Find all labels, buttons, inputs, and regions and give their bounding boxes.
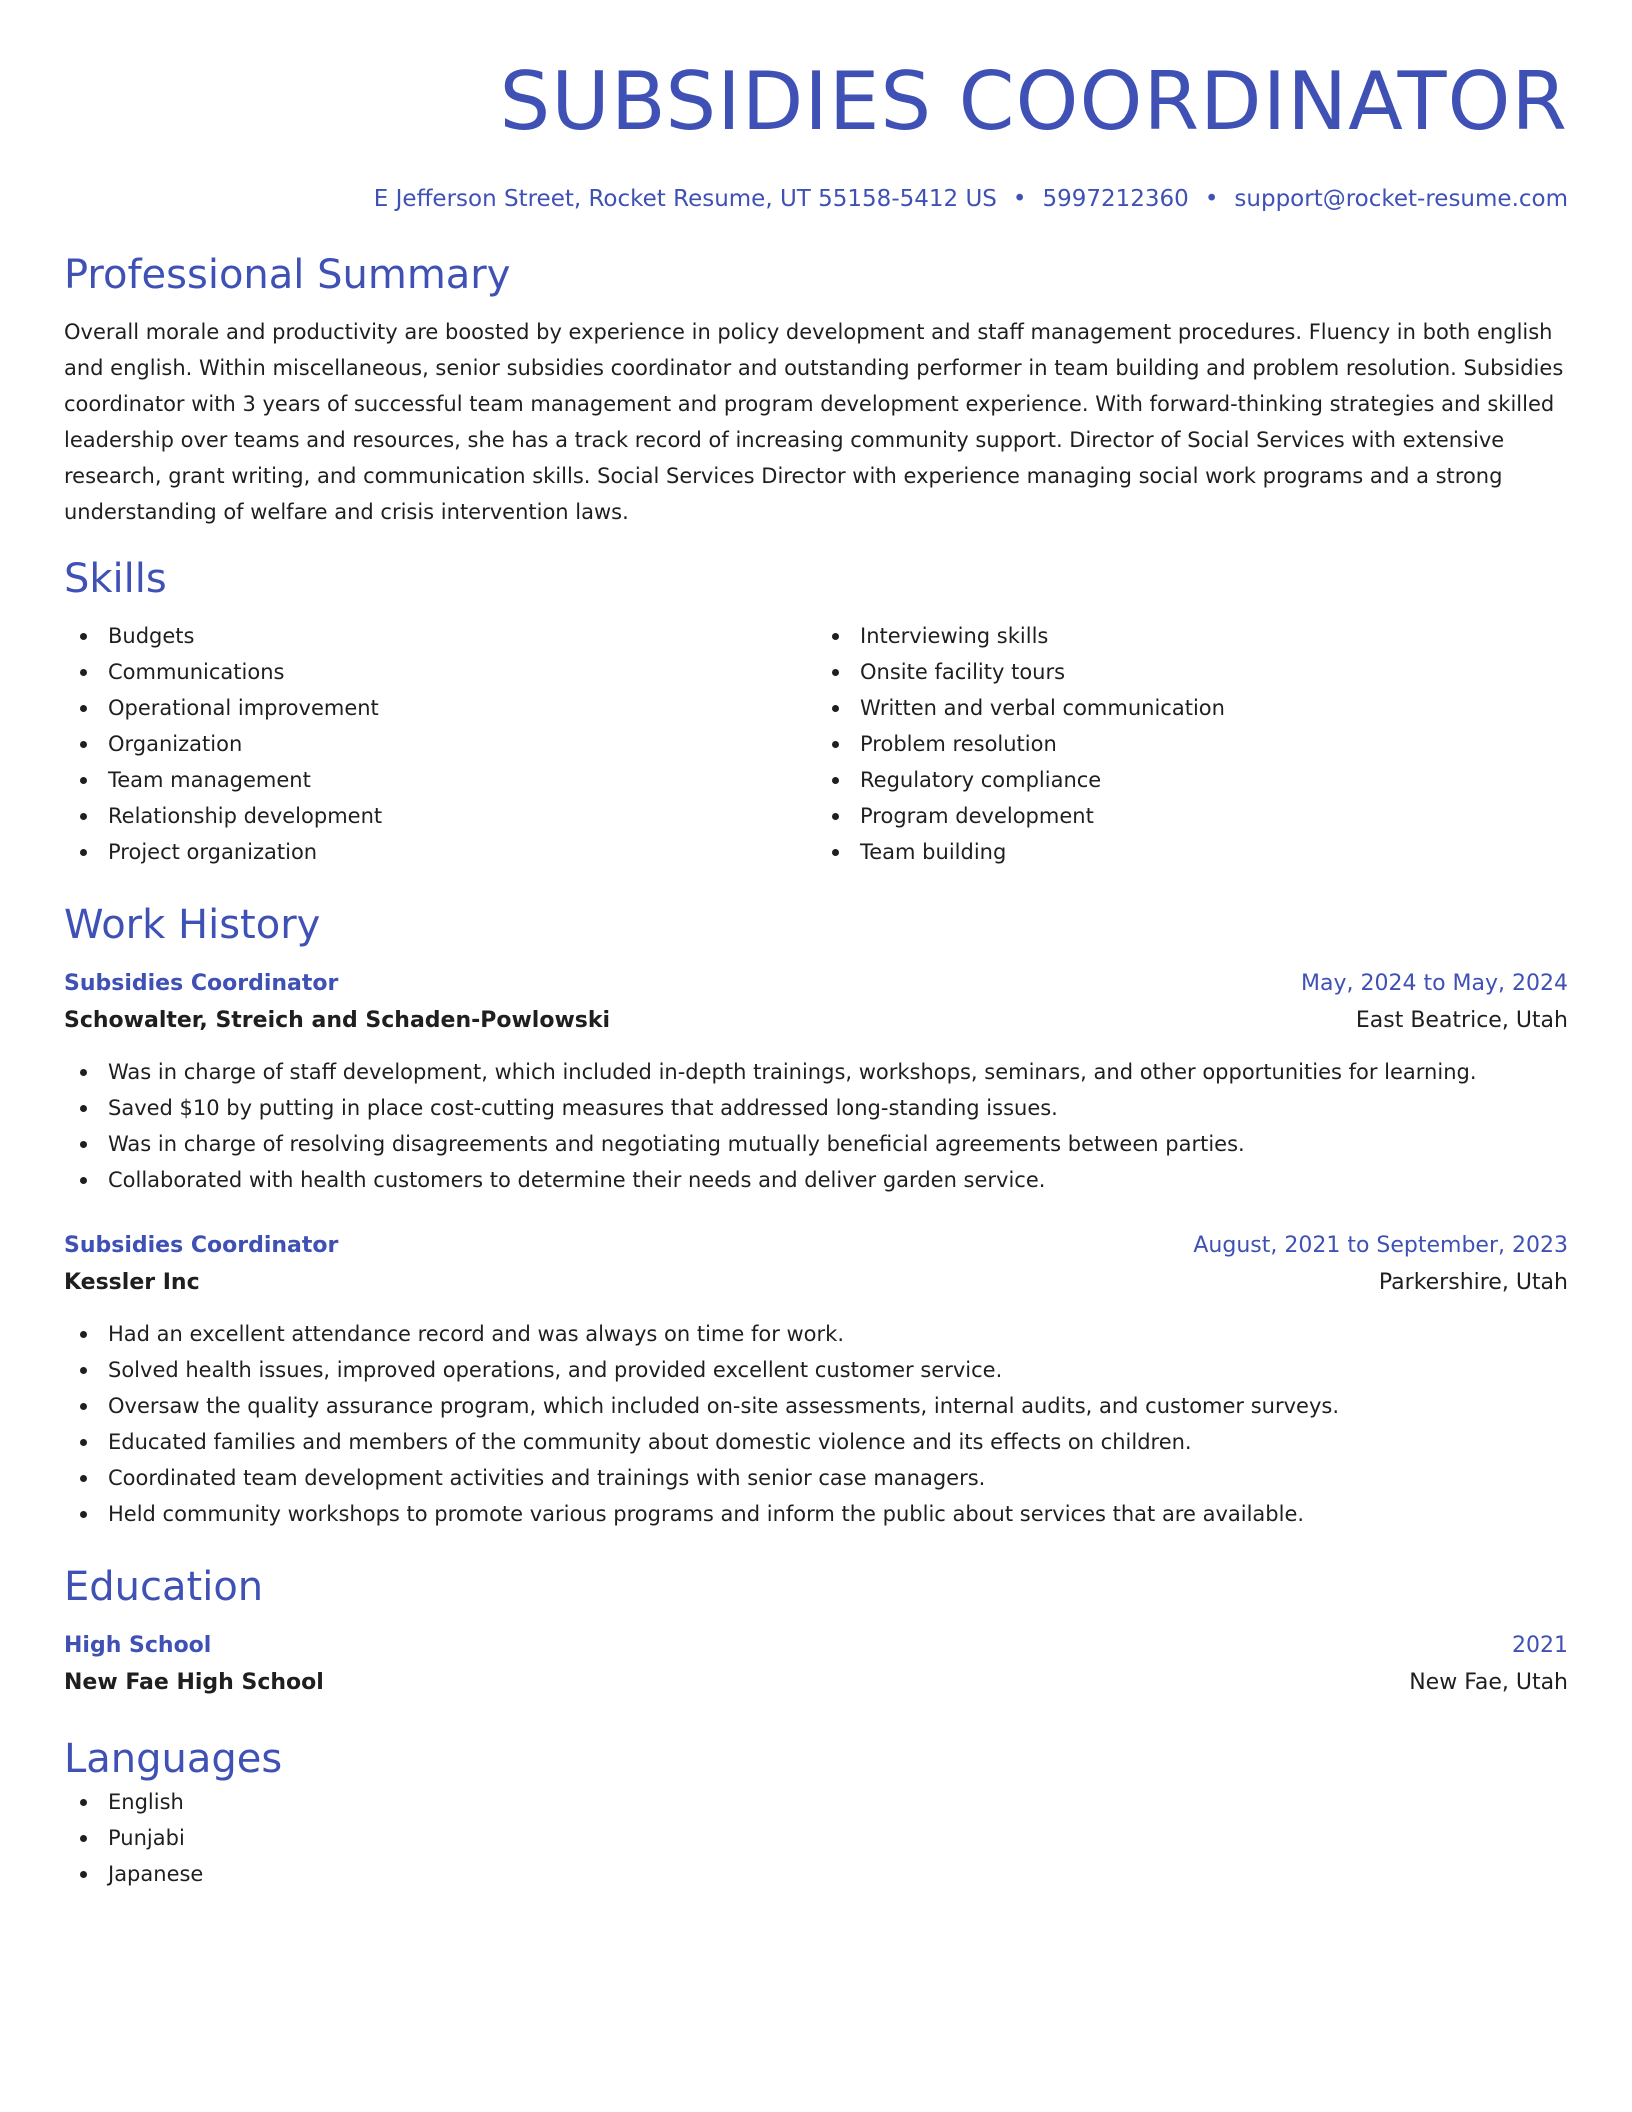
language-item: Punjabi [64,1820,1568,1856]
skills-columns [64,618,1568,870]
education-entry [64,1628,1568,1702]
contact-address: E Jefferson Street, Rocket Resume, UT 55158-5412 US [373,186,997,212]
job-bullets [64,1054,1568,1198]
job-bullet: Held community workshops to promote various programs and inform the public about services that are available. [64,1496,1568,1532]
education-degree: High School [64,1633,212,1658]
job-entry [64,966,1568,1198]
job-header-row [64,966,1568,1002]
skills-list-right [816,618,1568,870]
section-title-languages: Languages [64,1736,283,1782]
skill-item: Interviewing skills [816,618,1568,654]
education-location: New Fae, Utah [1409,1670,1568,1695]
skill-item: Problem resolution [816,726,1568,762]
language-item: Japanese [64,1856,1568,1892]
job-dates: May, 2024 to May, 2024 [1301,971,1568,996]
job-bullet: Had an excellent attendance record and was always on time for work. [64,1316,1568,1352]
section-title-education: Education [64,1564,264,1610]
section-title-skills: Skills [64,556,167,602]
job-company: Schowalter, Streich and Schaden-Powlowski [64,1008,611,1033]
skill-item: Organization [64,726,816,762]
job-location: Parkershire, Utah [1378,1270,1568,1295]
job-company: Kessler Inc [64,1270,200,1295]
skill-item: Project organization [64,834,816,870]
skill-item: Regulatory compliance [816,762,1568,798]
job-bullet: Was in charge of resolving disagreements and negotiating mutually beneficial agreements between parties. [64,1126,1568,1162]
education-header-row [64,1628,1568,1664]
skill-item: Team building [816,834,1568,870]
job-header-row [64,1228,1568,1264]
skill-item: Written and verbal communication [816,690,1568,726]
skill-item: Program development [816,798,1568,834]
skill-item: Budgets [64,618,816,654]
job-bullet: Saved $10 by putting in place cost-cutting measures that addressed long-standing issues. [64,1090,1568,1126]
contact-line [64,184,1568,214]
contact-separator: • [1012,186,1027,212]
summary-text: Overall morale and productivity are boosted by experience in policy development and staff management procedures. Fluency in both english and english. Within miscellaneous, senior subsidies coordinator and outstanding performer in team building and problem resolution. Subsidies coordinator with 3 years of successful team management and program development experience. With forward-thinking strategies and skilled leadership over teams and resources, she has a track record of increasing community support. Director of Social Services with extensive research, grant writing, and communication skills. Social Services Director with experience managing social work programs and a strong understanding of welfare and crisis intervention laws. [64,320,1564,524]
skills-list-left [64,618,816,870]
skill-item: Communications [64,654,816,690]
job-bullets [64,1316,1568,1532]
language-item: English [64,1784,1568,1820]
skills-column-right [816,618,1568,870]
job-bullet: Educated families and members of the community about domestic violence and its effects on children. [64,1424,1568,1460]
skills-column-left [64,618,816,870]
skill-item: Relationship development [64,798,816,834]
job-bullet: Was in charge of staff development, which included in-depth trainings, workshops, seminars, and other opportunities for learning. [64,1054,1568,1090]
education-year: 2021 [1512,1633,1568,1658]
job-company-row [64,1002,1568,1040]
job-dates: August, 2021 to September, 2023 [1193,1233,1568,1258]
section-title-work-history: Work History [64,902,321,948]
job-bullet: Solved health issues, improved operations, and provided excellent customer service. [64,1352,1568,1388]
job-bullet: Coordinated team development activities and trainings with senior case managers. [64,1460,1568,1496]
education-school: New Fae High School [64,1670,324,1695]
job-bullet: Oversaw the quality assurance program, which included on-site assessments, internal audits, and customer surveys. [64,1388,1568,1424]
skill-item: Onsite facility tours [816,654,1568,690]
contact-email: support@rocket-resume.com [1234,186,1568,212]
skill-item: Team management [64,762,816,798]
resume-name: SUBSIDIES COORDINATOR [499,55,1568,148]
job-location: East Beatrice, Utah [1355,1008,1568,1033]
job-title: Subsidies Coordinator [64,1233,339,1258]
languages-list [64,1784,1568,1892]
job-bullet: Collaborated with health customers to determine their needs and deliver garden service. [64,1162,1568,1198]
education-school-row [64,1664,1568,1702]
contact-separator: • [1204,186,1219,212]
job-company-row [64,1264,1568,1302]
contact-phone: 5997212360 [1042,186,1189,212]
skill-item: Operational improvement [64,690,816,726]
section-title-summary: Professional Summary [64,252,511,298]
job-entry [64,1228,1568,1532]
job-title: Subsidies Coordinator [64,971,339,996]
